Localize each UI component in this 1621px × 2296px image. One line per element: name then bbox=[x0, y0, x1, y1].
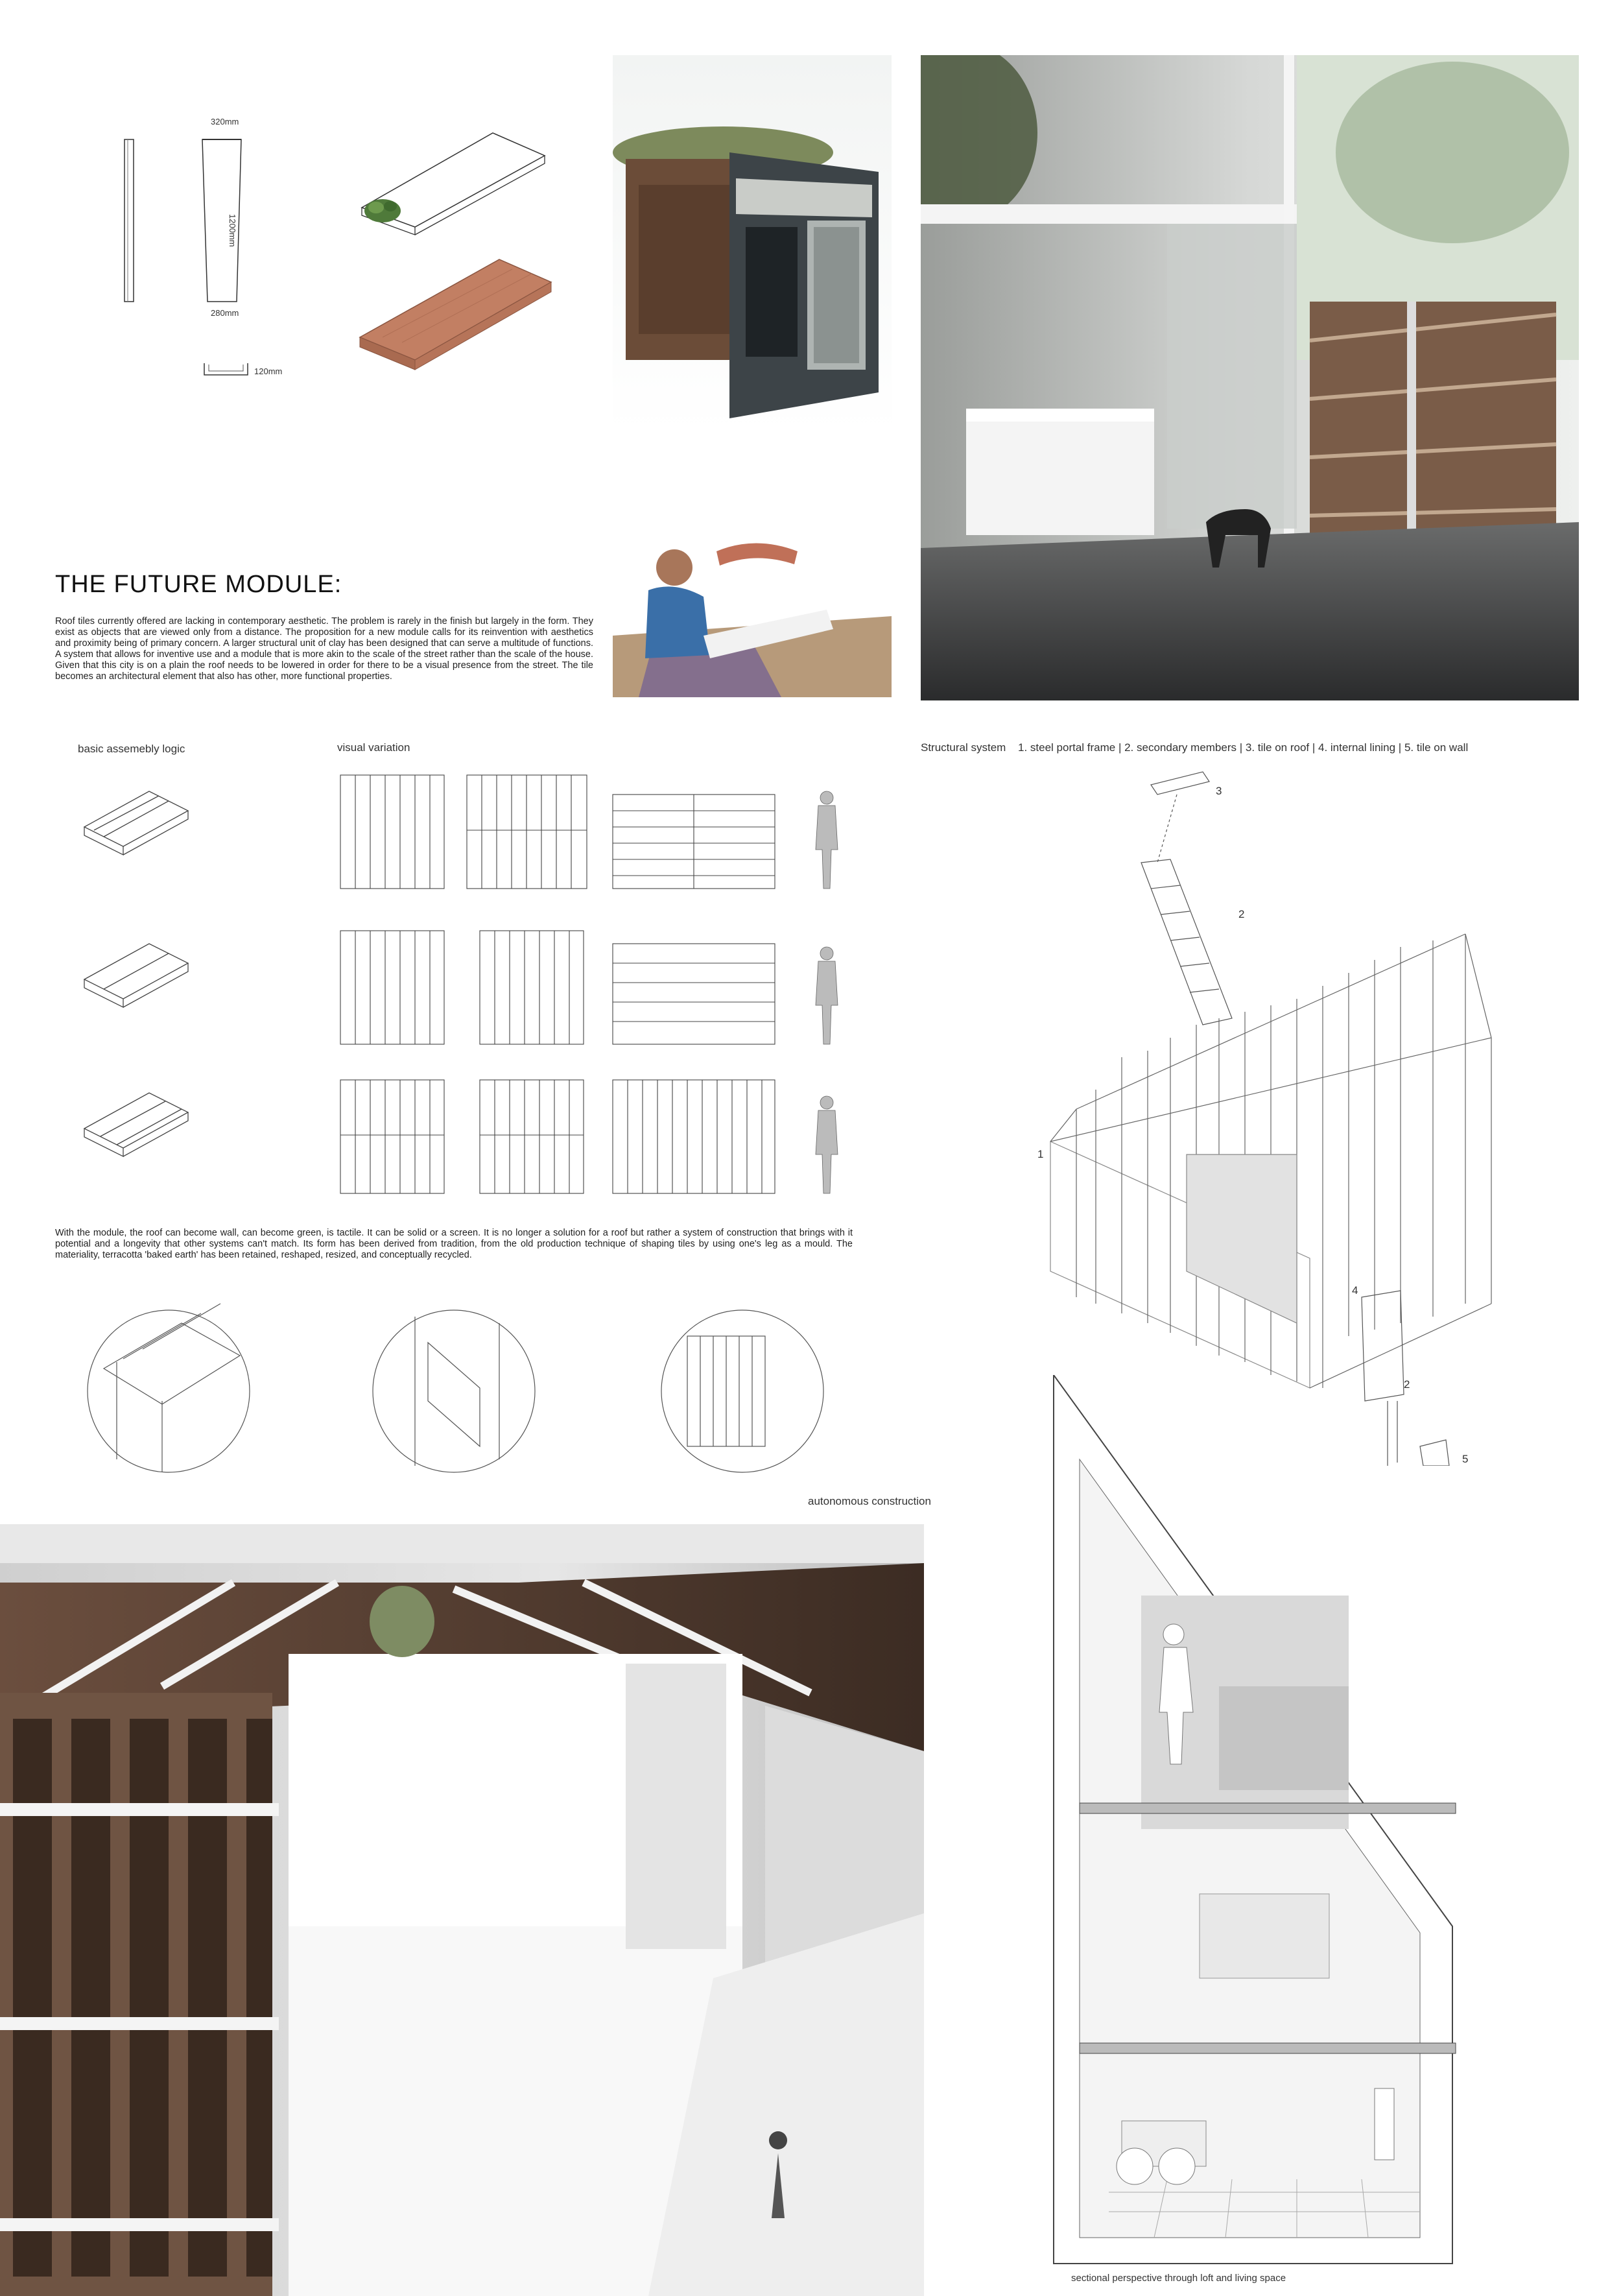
struct-num-1: 1 bbox=[1037, 1148, 1044, 1160]
struct-num-5: 5 bbox=[1462, 1453, 1469, 1465]
dim-height: 120mm bbox=[254, 366, 283, 376]
dim-width-bottom: 280mm bbox=[211, 308, 239, 318]
struct-num-4: 4 bbox=[1352, 1284, 1358, 1297]
interior-render-top bbox=[921, 55, 1579, 700]
autonomous-circles bbox=[78, 1297, 856, 1485]
struct-num-2a: 2 bbox=[1238, 908, 1245, 920]
structural-legend: 1. steel portal frame | 2. secondary members | 3. tile on roof | 4. internal lining | 5. tile on wall bbox=[1018, 741, 1469, 754]
interior-render-bottom bbox=[0, 1524, 924, 2296]
assembly-diagrams bbox=[71, 765, 882, 1206]
variation-label: visual variation bbox=[337, 741, 410, 754]
structural-label: Structural system bbox=[921, 741, 1006, 754]
dim-width-top: 320mm bbox=[211, 117, 239, 126]
structural-exploded-axo bbox=[1037, 765, 1517, 1466]
section-label: sectional perspective through loft and living space bbox=[1071, 2273, 1286, 2284]
assembly-description: With the module, the roof can become wall, can become green, is tactile. It can be solid or a screen. It is no longer a solution for a roof but rather a system of construction that brings with it potential and a longevity that other systems can't match. Its form has been derived from tradition, from the old production technique of shaping tiles by using one's leg as a mould. The materiality, terracotta 'baked earth' has been retained, reshaped, resized, and conceptually recycled. bbox=[55, 1228, 853, 1260]
autonomous-label: autonomous construction bbox=[808, 1495, 931, 1507]
dim-length: 1200mm bbox=[228, 214, 237, 247]
sectional-perspective bbox=[1037, 1375, 1504, 2270]
man-with-tile-photo bbox=[613, 538, 892, 697]
assembly-module-row1 bbox=[84, 791, 188, 855]
struct-num-2b: 2 bbox=[1404, 1378, 1410, 1391]
module-description: Roof tiles currently offered are lacking in contemporary aesthetic. The problem is rarely in the finish but largely in the form. They exist as objects that are viewed only from a distance. The proposition for a new module calls for its reinvention with aesthetics and proximity being of primary concern. A larger structural unit of clay has been designed that can serve a multitude of functions. A system that allows for inventive use and a module that is more akin to the scale of the street rather than the scale of the house. Given that this city is on a plain the roof needs to be lowered in order for there to be a visual presence from the street. The tile becomes an architectural element that also has other, more functional properties. bbox=[55, 616, 593, 682]
shack-photo bbox=[613, 55, 892, 431]
module-title: THE FUTURE MODULE: bbox=[55, 571, 342, 598]
module-drawings bbox=[110, 104, 564, 396]
struct-num-3: 3 bbox=[1216, 785, 1222, 797]
assembly-label: basic assemebly logic bbox=[78, 743, 185, 755]
